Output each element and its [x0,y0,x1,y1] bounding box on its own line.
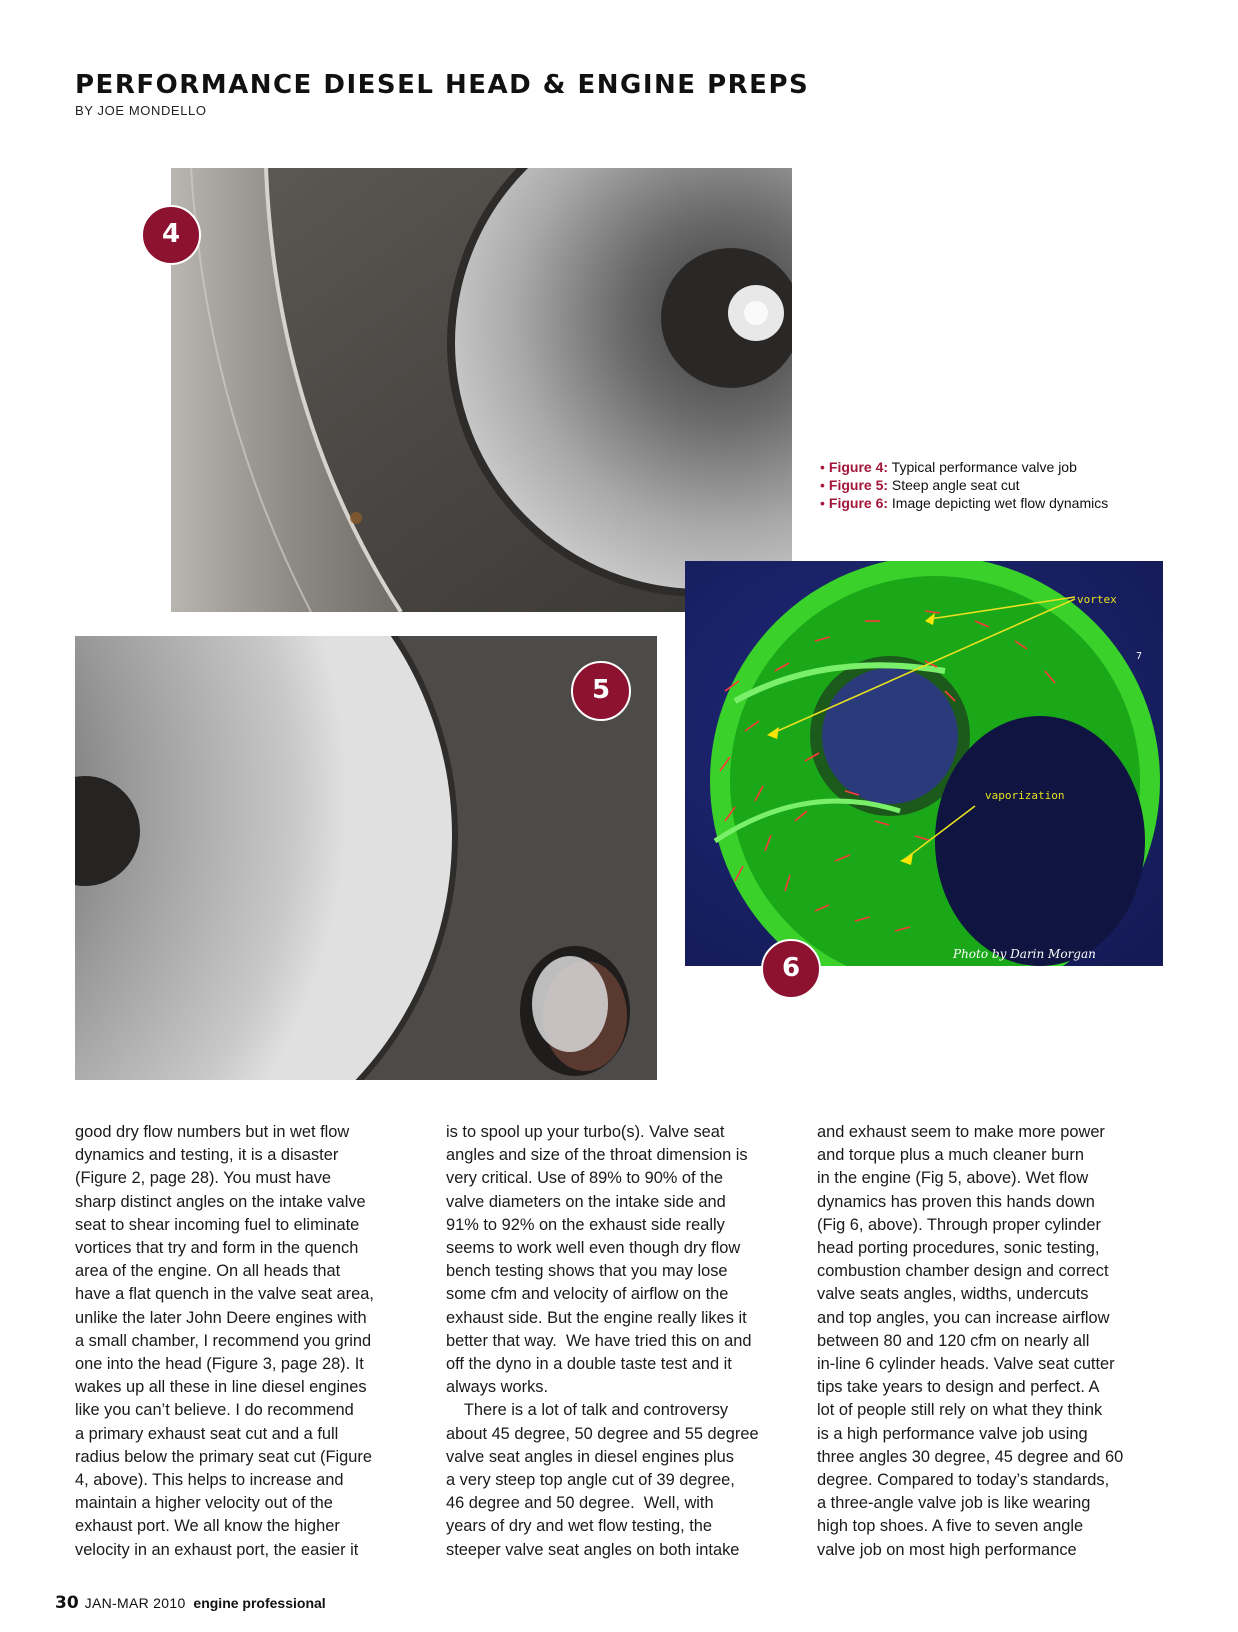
text-line: exhaust side. But the engine really likes it [446,1308,747,1327]
issue-date: JAN-MAR 2010 [84,1595,186,1611]
caption-figure-6: • Figure 6: Image depicting wet flow dynamics [820,495,1109,511]
article-title: PERFORMANCE DIESEL HEAD & ENGINE PREPS [75,70,810,100]
text-line: between 80 and 120 cfm on nearly all [817,1331,1090,1350]
text-line: off the dyno in a double taste test and it [446,1355,732,1374]
caption-figure-5: • Figure 5: Steep angle seat cut [820,477,1020,493]
text-line: seems to work well even though dry flow [446,1239,741,1258]
text-line: dynamics has proven this hands down [817,1192,1095,1211]
text-line: a small chamber, I recommend you grind [75,1331,372,1350]
text-line: (Figure 2, page 28). You must have [75,1169,332,1188]
text-line: seat to shear incoming fuel to eliminate [75,1215,360,1234]
text-line: good dry flow numbers but in wet flow [75,1123,350,1141]
text-line: wakes up all these in line diesel engines [75,1378,367,1397]
text-line: dynamics and testing, it is a disaster [75,1146,339,1165]
text-line: lot of people still rely on what they think [817,1401,1103,1420]
figure-5-badge: 5 [571,661,631,721]
text-line: combustion chamber design and correct [817,1262,1109,1281]
text-line: valve job on most high performance [817,1540,1077,1559]
text-line: a three-angle valve job is like wearing [817,1494,1091,1513]
seven-label: 7 [1136,651,1143,662]
text-line: 91% to 92% on the exhaust side really [446,1215,725,1234]
text-line: bench testing shows that you may lose [446,1262,728,1281]
text-line: three angles 30 degree, 45 degree and 60 [817,1447,1124,1466]
text-line: have a flat quench in the valve seat area, [75,1285,374,1304]
text-line: a very steep top angle cut of 39 degree, [446,1471,735,1490]
text-line: in-line 6 cylinder heads. Valve seat cutter [817,1355,1115,1374]
text-line: years of dry and wet flow testing, the [446,1517,713,1536]
text-line: angles and size of the throat dimension is [446,1146,748,1165]
text-line: sharp distinct angles on the intake valve [75,1192,366,1211]
text-line: valve seat angles in diesel engines plus [446,1447,734,1466]
text-line: high top shoes. A five to seven angle [817,1517,1084,1536]
text-line: degree. Compared to today’s standards, [817,1471,1110,1490]
text-line: velocity in an exhaust port, the easier it [75,1540,359,1559]
vortex-label: vortex [1077,593,1117,606]
text-line: and exhaust seem to make more power [817,1123,1105,1141]
text-line: radius below the primary seat cut (Figure [75,1447,372,1466]
byline: BY JOE MONDELLO [75,103,207,118]
text-column-2 [446,1121,791,1562]
text-column-3 [817,1121,1162,1562]
text-line: about 45 degree, 50 degree and 55 degree [446,1424,759,1443]
text-line: tips take years to design and perfect. A [817,1378,1100,1397]
bullet-icon: • [820,477,825,493]
figure-4-photo [171,168,792,612]
text-line: valve diameters on the intake side and [446,1192,726,1211]
text-line: and top angles, you can increase airflow [817,1308,1110,1327]
text-line: always works. [446,1378,549,1397]
text-line: There is a lot of talk and controversy [446,1401,729,1420]
text-line: valve seats angles, widths, undercuts [817,1285,1089,1304]
magazine-name: engine professional [193,1595,326,1611]
vaporization-label: vaporization [985,789,1065,802]
text-line: some cfm and velocity of airflow on the [446,1285,729,1304]
text-line: and torque plus a much cleaner burn [817,1146,1084,1165]
text-line: vortices that try and form in the quench [75,1239,359,1258]
figure-5-photo [75,636,657,1080]
text-line: (Fig 6, above). Through proper cylinder [817,1215,1101,1234]
text-line: area of the engine. On all heads that [75,1262,341,1281]
text-line: maintain a higher velocity out of the [75,1494,333,1513]
text-line: like you can’t believe. I do recommend [75,1401,354,1420]
text-line: in the engine (Fig 5, above). Wet flow [817,1169,1089,1188]
photo-credit: Photo by Darin Morgan [953,947,1096,961]
figure-6-badge: 6 [761,939,821,999]
page-footer [55,1593,326,1613]
text-column-1 [75,1121,420,1562]
text-line: is a high performance valve job using [817,1424,1088,1443]
text-line: exhaust port. We all know the higher [75,1517,340,1536]
bullet-icon: • [820,495,825,511]
text-line: better that way. We have tried this on and [446,1331,752,1350]
text-line: head porting procedures, sonic testing, [817,1239,1100,1258]
text-line: a primary exhaust seat cut and a full [75,1424,339,1443]
bullet-icon: • [820,459,825,475]
text-line: 46 degree and 50 degree. Well, with [446,1494,714,1513]
text-line: steeper valve seat angles on both intake [446,1540,740,1559]
figure-captions [820,458,1108,512]
text-line: very critical. Use of 89% to 90% of the [446,1169,723,1188]
text-line: is to spool up your turbo(s). Valve seat [446,1123,725,1141]
text-line: one into the head (Figure 3, page 28). It [75,1355,364,1374]
figure-4-badge: 4 [141,205,201,265]
figure-6-photo [685,561,1163,966]
text-line: unlike the later John Deere engines with [75,1308,367,1327]
text-line: 4, above). This helps to increase and [75,1471,344,1490]
page-number: 30 [55,1593,79,1613]
caption-figure-4: • Figure 4: Typical performance valve job [820,459,1077,475]
